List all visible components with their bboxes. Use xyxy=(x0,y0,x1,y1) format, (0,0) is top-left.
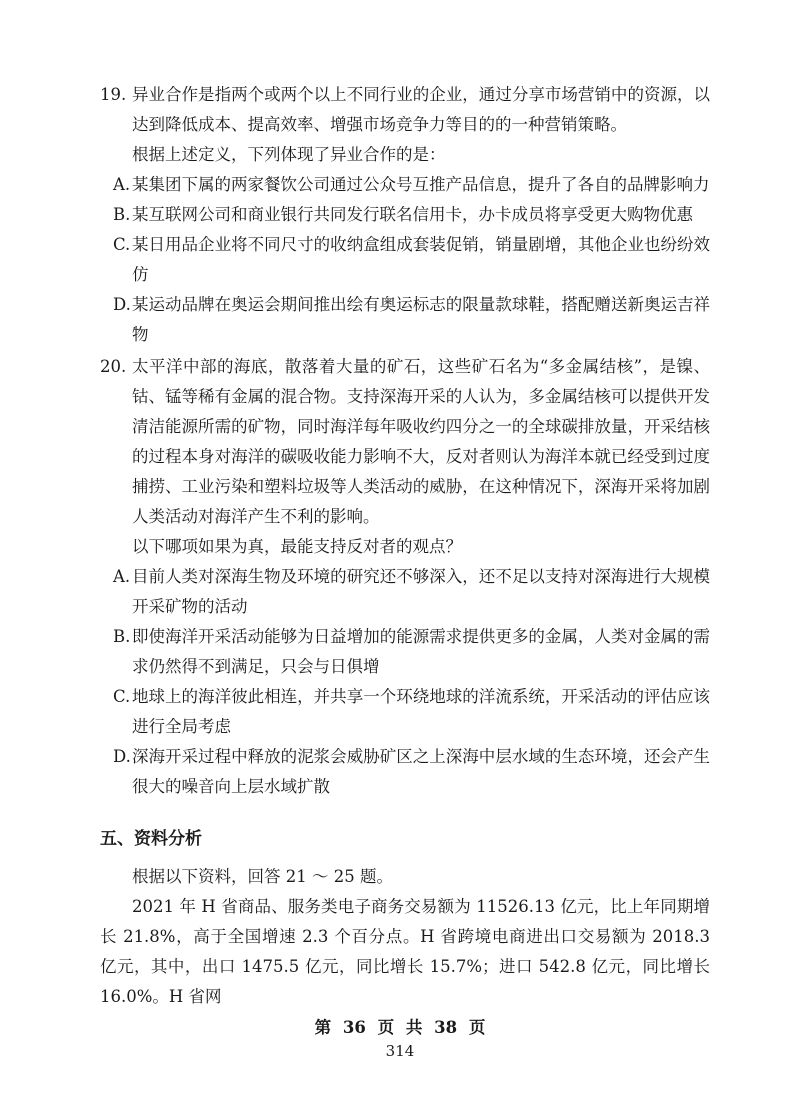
question-number: 20. xyxy=(100,357,127,376)
option-letter: C. xyxy=(113,235,131,254)
question-number: 19. xyxy=(100,85,127,104)
material-paragraph: 2021 年 H 省商品、服务类电子商务交易额为 11526.13 亿元，比上年同期增长 21.8%，高于全国增速 2.3 个百分点。H 省跨境电商进出口交易额为 2018.3 亿元，其中，出口 1475.5 亿元，同比增长 15.7%；进口 542.8 亿元，同比增长 16.0%。H 省网 xyxy=(100,897,710,1006)
option-text: 某集团下属的两家餐饮公司通过公众号互推产品信息，提升了各自的品牌影响力 xyxy=(132,175,710,194)
option-b xyxy=(100,200,710,230)
option-text: 即使海洋开采活动能够为日益增加的能源需求提供更多的金属，人类对金属的需求仍然得不到满足，只会与日俱增 xyxy=(132,627,710,676)
option-letter: C. xyxy=(113,687,131,706)
question-19 xyxy=(100,80,710,350)
page-content xyxy=(100,80,710,1012)
option-text: 某互联网公司和商业银行共同发行联名信用卡，办卡成员将享受更大购物优惠 xyxy=(132,205,693,224)
question-stem: 异业合作是指两个或两个以上不同行业的企业，通过分享市场营销中的资源，以达到降低成本、提高效率、增强市场竞争力等目的的一种营销策略。 xyxy=(132,85,710,134)
option-letter: A. xyxy=(113,567,131,586)
option-letter: B. xyxy=(113,627,131,646)
option-a xyxy=(100,562,710,622)
option-text: 深海开采过程中释放的泥浆会威胁矿区之上深海中层水域的生态环境，还会产生很大的噪音向上层水域扩散 xyxy=(132,747,710,796)
page-label: 第 36 页 共 38 页 xyxy=(314,1018,486,1037)
option-d xyxy=(100,290,710,350)
option-text: 地球上的海洋彼此相连，并共享一个环绕地球的洋流系统，开采活动的评估应该进行全局考虑 xyxy=(132,687,710,736)
option-c xyxy=(100,682,710,742)
option-b xyxy=(100,622,710,682)
option-letter: D. xyxy=(113,295,131,314)
option-text: 某日用品企业将不同尺寸的收纳盒组成套装促销，销量剧增，其他企业也纷纷效仿 xyxy=(132,235,710,284)
option-text: 某运动品牌在奥运会期间推出绘有奥运标志的限量款球鞋，搭配赠送新奥运吉祥物 xyxy=(132,295,710,344)
option-letter: D. xyxy=(113,747,131,766)
question-prompt: 根据上述定义，下列体现了异业合作的是： xyxy=(132,145,446,164)
section-intro: 根据以下资料，回答 21 ～ 25 题。 xyxy=(132,867,393,886)
question-prompt: 以下哪项如果为真，最能支持反对者的观点？ xyxy=(132,537,462,556)
option-a xyxy=(100,170,710,200)
section-title: 五、资料分析 xyxy=(100,829,202,849)
question-20 xyxy=(100,352,710,802)
question-stem: 太平洋中部的海底，散落着大量的矿石，这些矿石名为“多金属结核”，是镍、钴、锰等稀有金属的混合物。支持深海开采的人认为，多金属结核可以提供开发清洁能源所需的矿物，同时海洋每年吸收约四分之一的全球碳排放量，开采结核的过程本身对海洋的碳吸收能力影响不大，反对者则认为海洋本就已经受到过度捕捞、工业污染和塑料垃圾等人类活动的威胁，在这种情况下，深海开采将加剧人类活动对海洋产生不利的影响。 xyxy=(132,357,710,526)
option-letter: B. xyxy=(113,205,131,224)
option-c xyxy=(100,230,710,290)
option-d xyxy=(100,742,710,802)
option-letter: A. xyxy=(113,175,131,194)
page-number: 314 xyxy=(385,1042,415,1060)
option-text: 目前人类对深海生物及环境的研究还不够深入，还不足以支持对深海进行大规模开采矿物的活动 xyxy=(132,567,710,616)
